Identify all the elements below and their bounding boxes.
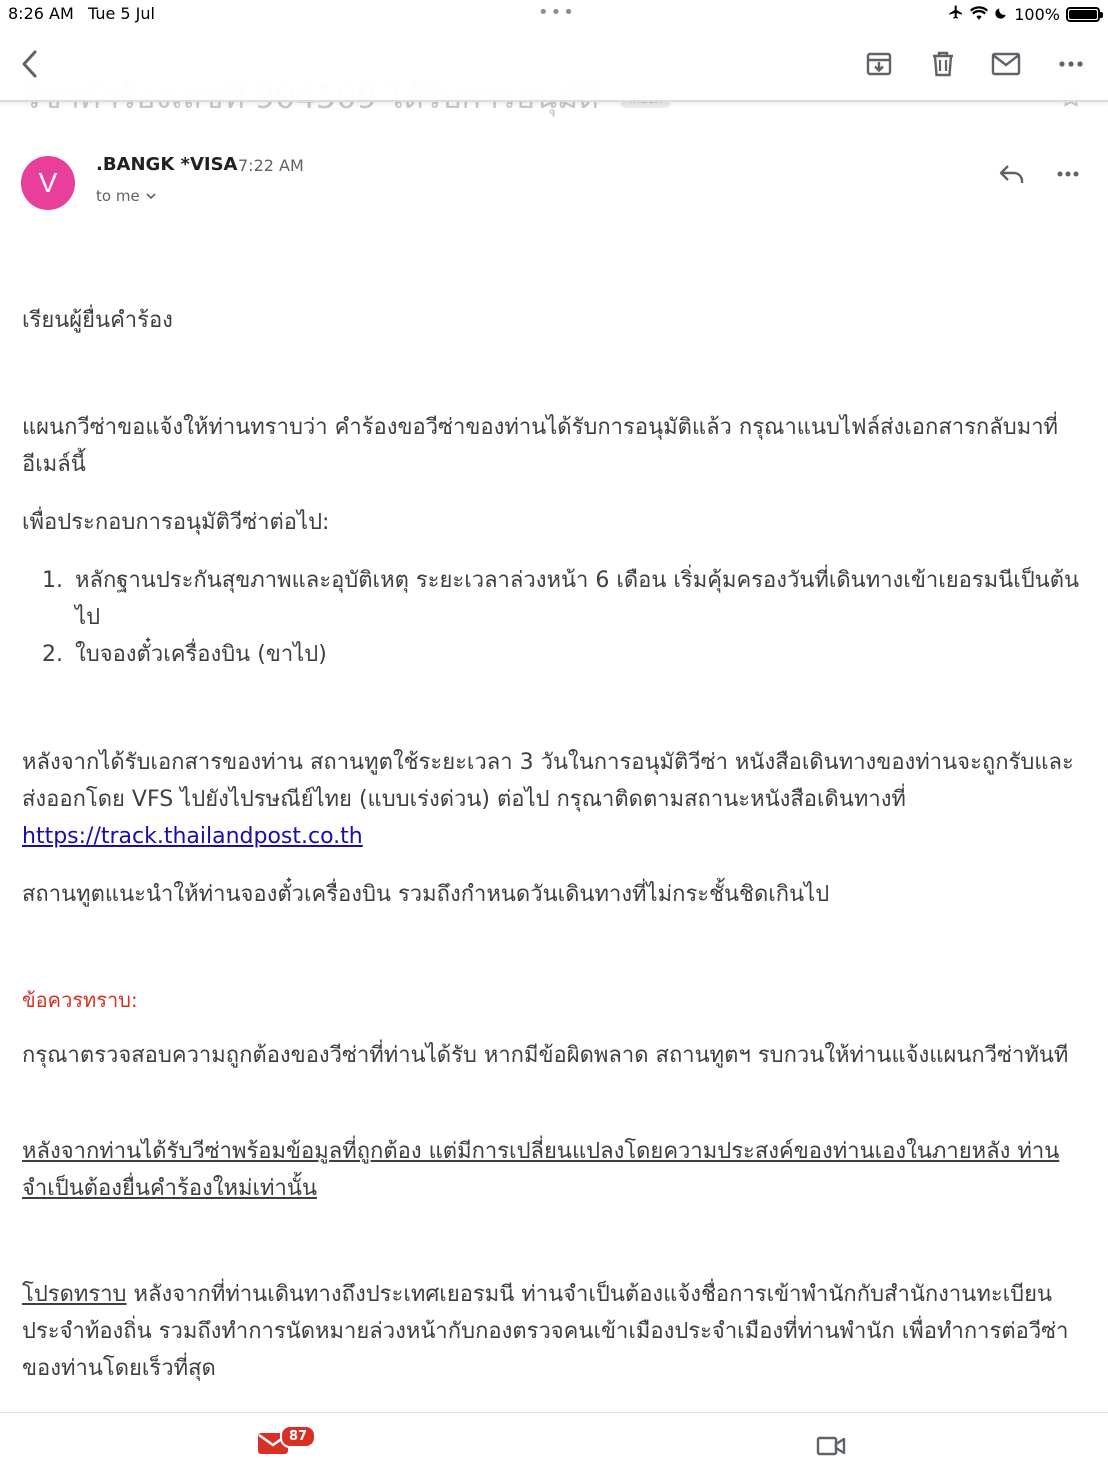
multitask-dots[interactable]: ••• [538, 2, 576, 23]
sender-name[interactable]: .BANGK *VISA [96, 154, 238, 175]
tracking-link[interactable]: https://track.thailandpost.co.th [22, 824, 363, 849]
list-item-text: หลักฐานประกันสุขภาพและอุบัติเหตุ ระยะเวลาล่วงหน้า 6 เดือน เริ่มคุ้มครองวันที่เดินทางเข้าเยอรมนีเป็นต้นไป [75, 568, 1080, 630]
email-toolbar [0, 30, 1108, 102]
back-button[interactable] [10, 44, 50, 84]
more-horizontal-icon [1059, 61, 1083, 67]
please-note-label: โปรดทราบ [22, 1282, 127, 1307]
recipient-toggle[interactable] [96, 187, 156, 205]
reply-button[interactable] [994, 156, 1030, 192]
meet-tab[interactable] [816, 1435, 848, 1459]
more-button[interactable] [1051, 44, 1091, 84]
list-item [22, 636, 1082, 673]
video-camera-icon [816, 1435, 846, 1457]
registration-text: หลังจากที่ท่านเดินทางถึงประเทศเยอรมนี ท่านจำเป็นต้องแจ้งชื่อการเข้าพำนักกับสำนักงานทะเบียนประจำท้องถิ่น รวมถึงทำการนัดหมายล่วงหน้ากับกองตรวจคนเข้าเมืองประจำเมืองที่ท่านพำนัก เพื่อทำการต่อวีซ่าของท่านโดยเร็วที่สุด [22, 1282, 1069, 1381]
mark-unread-button[interactable] [986, 44, 1026, 84]
airplane-icon [948, 4, 964, 24]
chevron-left-icon [20, 49, 40, 79]
body-paragraph-4: สถานทูตแนะนำให้ท่านจองตั๋วเครื่องบิน รวมถึงกำหนดวันเดินทางที่ไม่กระชั้นชิดเกินไป [22, 882, 830, 907]
moon-icon [994, 5, 1008, 24]
status-date: Tue 5 Jul [88, 4, 155, 23]
battery-percent: 100% [1014, 4, 1060, 24]
status-bar [0, 0, 1108, 30]
chevron-down-icon [146, 193, 156, 199]
list-item-text: ใบจองตั๋วเครื่องบิน (ขาไป) [75, 642, 327, 667]
message-more-button[interactable] [1048, 156, 1088, 192]
list-item [22, 562, 1082, 636]
email-time: 7:22 AM [238, 156, 304, 175]
envelope-icon [991, 52, 1021, 76]
required-documents-list [22, 562, 1082, 673]
list-number: 1. [42, 568, 63, 593]
reply-icon [999, 164, 1025, 184]
recipient-text: to me [96, 187, 140, 205]
trash-icon [930, 50, 956, 78]
wifi-icon [970, 5, 988, 24]
body-paragraph-6: หลังจากท่านได้รับวีซ่าพร้อมข้อมูลที่ถูกต้อง แต่มีการเปลี่ยนแปลงโดยความประสงค์ของท่านเองในภายหลัง ท่านจำเป็นต้องยื่นคำร้องใหม่เท่านั้น [22, 1139, 1060, 1201]
body-paragraph-2: เพื่อประกอบการอนุมัติวีซ่าต่อไป: [22, 510, 330, 535]
archive-button[interactable] [859, 44, 899, 84]
delete-button[interactable] [923, 44, 963, 84]
battery-icon [1066, 7, 1100, 22]
greeting: เรียนผู้ยื่นคำร้อง [22, 308, 173, 333]
body-paragraph-7 [22, 1276, 1082, 1387]
processing-text: หลังจากได้รับเอกสารของท่าน สถานทูตใช้ระยะเวลา 3 วันในการอนุมัติวีซ่า หนังสือเดินทางของท่านจะถูกรับและส่งออกโดย VFS ไปยังไปรษณีย์ไทย (แบบเร่งด่วน) ต่อไป กรุณาติดตามสถานะหนังสือเดินทางที่ [22, 750, 1074, 812]
bottom-tab-bar [0, 1412, 1108, 1478]
body-paragraph-3 [22, 744, 1082, 855]
status-indicators [948, 4, 1100, 24]
notice-heading: ข้อควรทราบ: [22, 988, 138, 1012]
unread-count-badge: 87 [280, 1425, 316, 1448]
list-number: 2. [42, 642, 63, 667]
status-time: 8:26 AM [8, 4, 74, 23]
body-paragraph-1: แผนกวีซ่าขอแจ้งให้ท่านทราบว่า คำร้องขอวีซ่าของท่านได้รับการอนุมัติแล้ว กรุณาแนบไฟล์ส่งเอกสารกลับมาที่อีเมล์นี้ [22, 415, 1059, 477]
archive-icon [865, 50, 893, 78]
body-paragraph-5: กรุณาตรวจสอบความถูกต้องของวีซ่าที่ท่านได้รับ หากมีข้อผิดพลาด สถานทูตฯ รบกวนให้ท่านแจ้งแผนกวีซ่าทันที [22, 1043, 1069, 1068]
more-horizontal-icon [1057, 171, 1079, 177]
avatar[interactable]: V [21, 156, 75, 210]
